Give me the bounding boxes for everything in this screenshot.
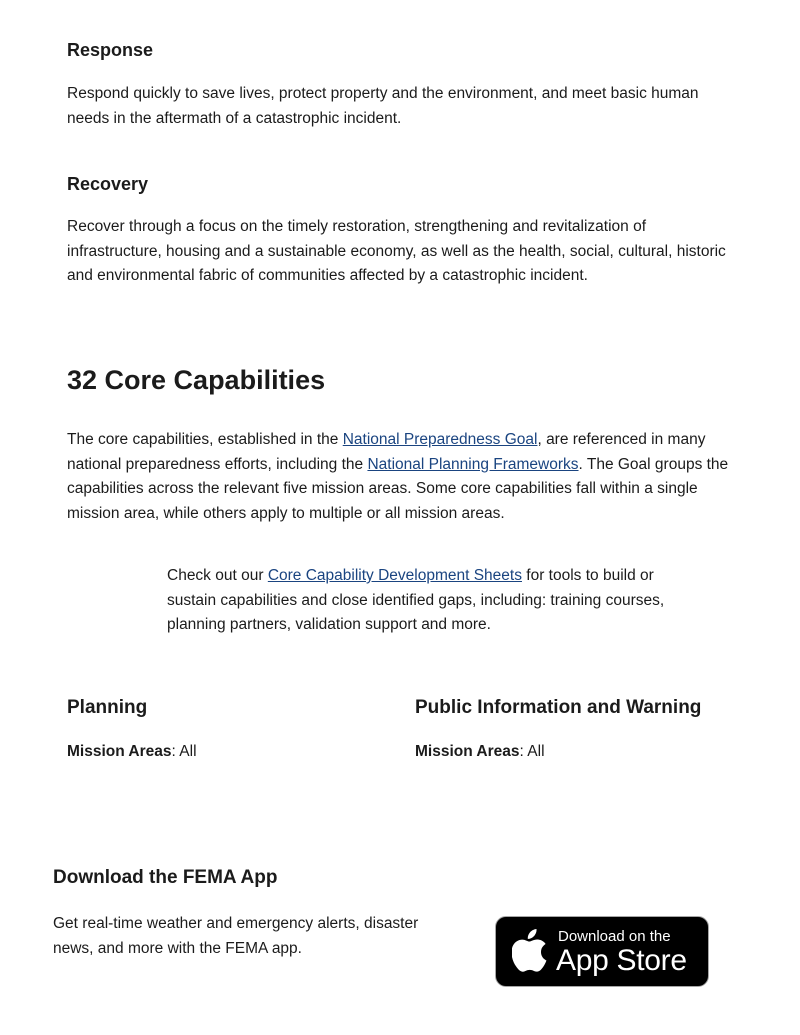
recovery-text: Recover through a focus on the timely restoration, strengthening and revitalization of infrastructure, housing and a sustainable economy, as well as the health, social, cultural, historic and environmental fabric of communities affected by a catastrophic incident. <box>67 218 726 284</box>
core-capabilities-title: 32 Core Capabilities <box>67 365 326 395</box>
mission-areas-value: : All <box>171 743 197 760</box>
capability-card-public-information <box>415 696 745 763</box>
core-capabilities-intro <box>67 428 739 526</box>
capability-card-planning <box>67 696 397 763</box>
apple-icon <box>512 929 548 973</box>
development-sheets-callout <box>167 564 687 638</box>
national-preparedness-goal-link[interactable]: National Preparedness Goal <box>342 431 538 448</box>
response-text: Respond quickly to save lives, protect property and the environment, and meet basic human needs in the aftermath of a catastrophic incident. <box>67 85 699 127</box>
capability-title-public-information[interactable]: Public Information and Warning <box>415 697 702 718</box>
mission-areas-label: Mission Areas <box>415 743 520 760</box>
capability-title-planning[interactable]: Planning <box>67 697 148 718</box>
mission-areas-value: : All <box>519 743 545 760</box>
intro-text-3: . The Goal groups the capabilities across the relevant five mission areas. Some core capabilities fall within a single mission area, while others apply to multiple or all mission areas. <box>67 455 729 522</box>
badge-big-text: App Store <box>556 944 687 977</box>
app-store-badge-button[interactable] <box>495 916 709 987</box>
intro-text-2: , are referenced in many national preparedness efforts, including the <box>67 431 706 473</box>
intro-text-1: The core capabilities, established in the <box>67 431 343 448</box>
response-heading: Response <box>67 40 154 60</box>
fema-app-section <box>53 866 753 977</box>
callout-text-2: for tools to build or sustain capabilities and close identified gaps, including: training courses, planning partners, validation support and more. <box>167 567 665 633</box>
fema-app-title: Download the FEMA App <box>53 867 278 888</box>
callout-text-1: Check out our <box>167 567 268 584</box>
badge-small-text: Download on the <box>558 928 671 945</box>
fema-app-description: Get real-time weather and emergency alerts, disaster news, and more with the FEMA app. <box>53 915 419 957</box>
capability-mission-areas <box>415 741 745 763</box>
capability-mission-areas <box>67 741 397 763</box>
national-planning-frameworks-link[interactable]: National Planning Frameworks <box>367 455 579 473</box>
core-capability-development-sheets-link[interactable]: Core Capability Development Sheets <box>267 567 522 584</box>
recovery-heading: Recovery <box>67 174 149 194</box>
mission-areas-label: Mission Areas <box>67 743 172 760</box>
